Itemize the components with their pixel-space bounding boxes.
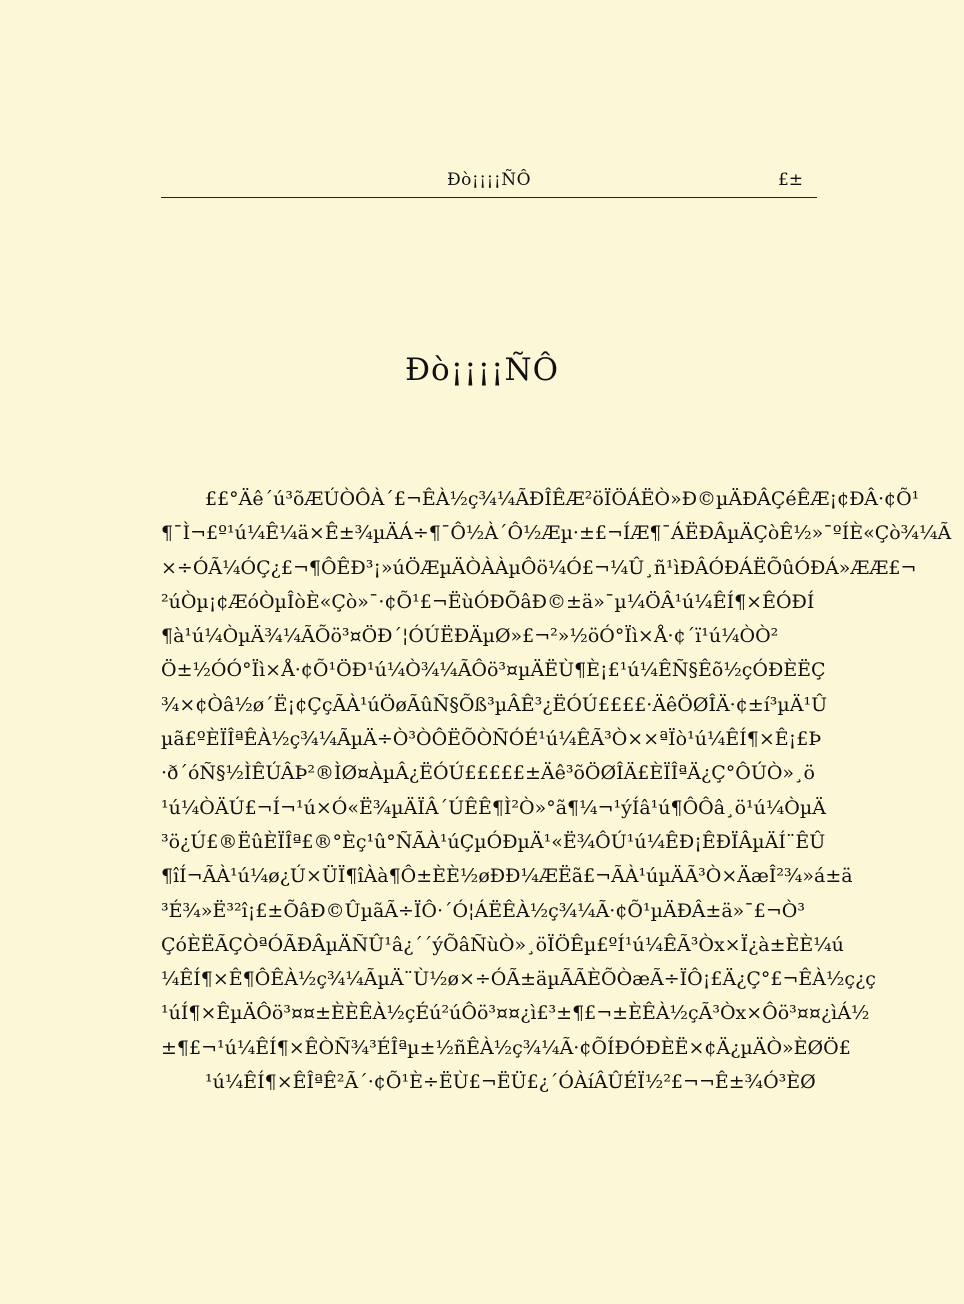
text-line: ¾×¢Òâ½ø´Ë¡¢ÇçÃÀ¹úÖøÃûÑ§Õß³µÂÊ³¿ËÓÚ££££·ÄêÖØÎÄ·¢±í³µÄ¹Û: [161, 693, 828, 716]
running-title: Ðò¡¡¡¡ÑÔ: [446, 170, 532, 190]
text-line: ³É¾»Ë³²î¡£±ÕâÐ©ÛµãÃ÷ÏÔ·´Ó¦ÁËÊÀ½ç¾¼Ã·¢Õ¹µÄÐÂ±ä»¯£¬Ò³: [161, 899, 805, 922]
text-line: ³ö¿Ú£®ËûÈÏÎª£®°Èç¹û°ÑÃÀ¹úÇµÓÐµÄ¹«Ë¾ÔÚ¹ú¼ÊÐ¡ÊÐÏÂµÄÍ¨ÊÛ: [161, 830, 826, 853]
text-line: ¹ú¼ÊÍ¶×ÊÎªÊ²Ã´·¢Õ¹È÷ËÙ£¬ËÜ£¿´ÓÀíÂÛÉÏ½²£¬¬Ê±¾Ó³ÈØ: [205, 1071, 816, 1094]
text-line: ££°Äê´ú³õÆÚÒÔÀ´£¬ÊÀ½ç¾¼ÃÐÎÊÆ²öÏÖÁËÒ»Ð©µÄÐÂÇéÊÆ¡¢ÐÂ·¢Õ¹: [205, 488, 920, 510]
body-paragraph: [161, 482, 952, 1099]
text-line: ¶îÍ¬ÃÀ¹ú¼ø¿Ú×ÜÏ¶îÀà¶Ô±ÈÈ½øÐÐ¼ÆËã£¬ÃÀ¹úµÄÃ³Ò×ÄæÎ²¾»á±ä: [161, 865, 853, 888]
text-line: ±¶£¬¹ú¼ÊÍ¶×ÊÒÑ¾³ÉÎªµ±½ñÊÀ½ç¾¼Ã·¢ÕÍÐÓÐÈË×¢Ä¿µÄÒ»ÈØÖ£: [161, 1036, 851, 1059]
text-line: ÇóÈËÃÇÒªÓÃÐÂµÄÑÛ¹â¿´´ýÕâÑùÒ»¸öÏÖÊµ£ºÍ¹ú¼ÊÃ³Òx×Ï¿à±ÈÈ¼ú: [161, 933, 844, 956]
header-rule: [161, 197, 817, 198]
text-line: ·ð´óÑ§½ÌÊÚÂÞ²®ÌØ¤ÀµÂ¿ËÓÚ£££££±Äê³õÖØÎÄ£ÈÏÎªÄ¿Ç°ÔÚÒ»¸ö: [161, 762, 815, 785]
text-line: ×÷ÓÃ¼ÓÇ¿£¬¶ÔÊÐ³¡»úÖÆµÄÒÀÀµÔö¼Ó£¬¼Û¸ñ¹ìÐÂÓÐÁËÕûÓÐÁ»ÆÆ£¬: [161, 556, 917, 579]
text-line: µã£ºÈÏÎªÊÀ½ç¾¼ÃµÄ÷Ò³ÒÔËÕÒÑÓÉ¹ú¼ÊÃ³Ò××ªÏò¹ú¼ÊÍ¶×Ê¡£Þ: [161, 728, 822, 751]
running-header: [161, 168, 817, 198]
page-number: £±: [777, 170, 803, 190]
text-line: ¹ú¼ÒÄÚ£¬Í¬¹ú×Ó«Ë¾µÄÏÂ´ÚÊÊ¶Ì²Ò»°ã¶¼¬¹ýÍâ¹ú¶ÔÔâ¸ö¹ú¼ÒµÄ: [161, 796, 826, 819]
section-title: Ðò¡¡¡¡ÑÔ: [404, 352, 560, 388]
text-line: ¼ÊÍ¶×Ê¶ÔÊÀ½ç¾¼ÃµÄ¨Ù½ø×÷ÓÃ±äµÃÃÈÕÒæÃ÷ÏÔ¡£Ä¿Ç°£¬ÊÀ½ç¿ç: [161, 968, 876, 991]
text-line: ²úÒµ¡¢ÆóÒµÎòÈ«Çò»¯·¢Õ¹£¬ËùÓÐÕâÐ©±ä»¯µ¼ÖÂ¹ú¼ÊÍ¶×ÊÓÐÍ: [161, 590, 815, 613]
text-line: ¶¯Ì¬£º¹ú¼Ê¼ä×Ê±¾µÄÁ÷¶¯Ô½À´Ô½Æµ·±£¬ÍÆ¶¯ÁËÐÂµÄÇòÊ½»¯ºÍÈ«Çò¾¼Ã: [161, 522, 952, 545]
text-line: Ö±½ÓÓ°Ïì×Å·¢Õ¹ÖÐ¹ú¼Ò¾¼ÃÔö³¤µÄËÙ¶È¡£¹ú¼ÊÑ§Êõ½çÓÐÈËÇ: [161, 659, 826, 682]
text-line: ¶à¹ú¼ÒµÄ¾¼ÃÕö³¤ÖÐ´¦ÓÚËÐÄµØ»£¬²»½öÓ°Ïì×Å·¢´ï¹ú¼ÒÒ²: [161, 625, 779, 648]
text-line: ¹úÍ¶×ÊµÄÔö³¤¤±ÈÈÊÀ½çÉú²úÔö³¤¤¿ì£³±¶£¬±ÈÊÀ½çÃ³Òx×Ôö³¤¤¿ìÁ½: [161, 1002, 870, 1025]
